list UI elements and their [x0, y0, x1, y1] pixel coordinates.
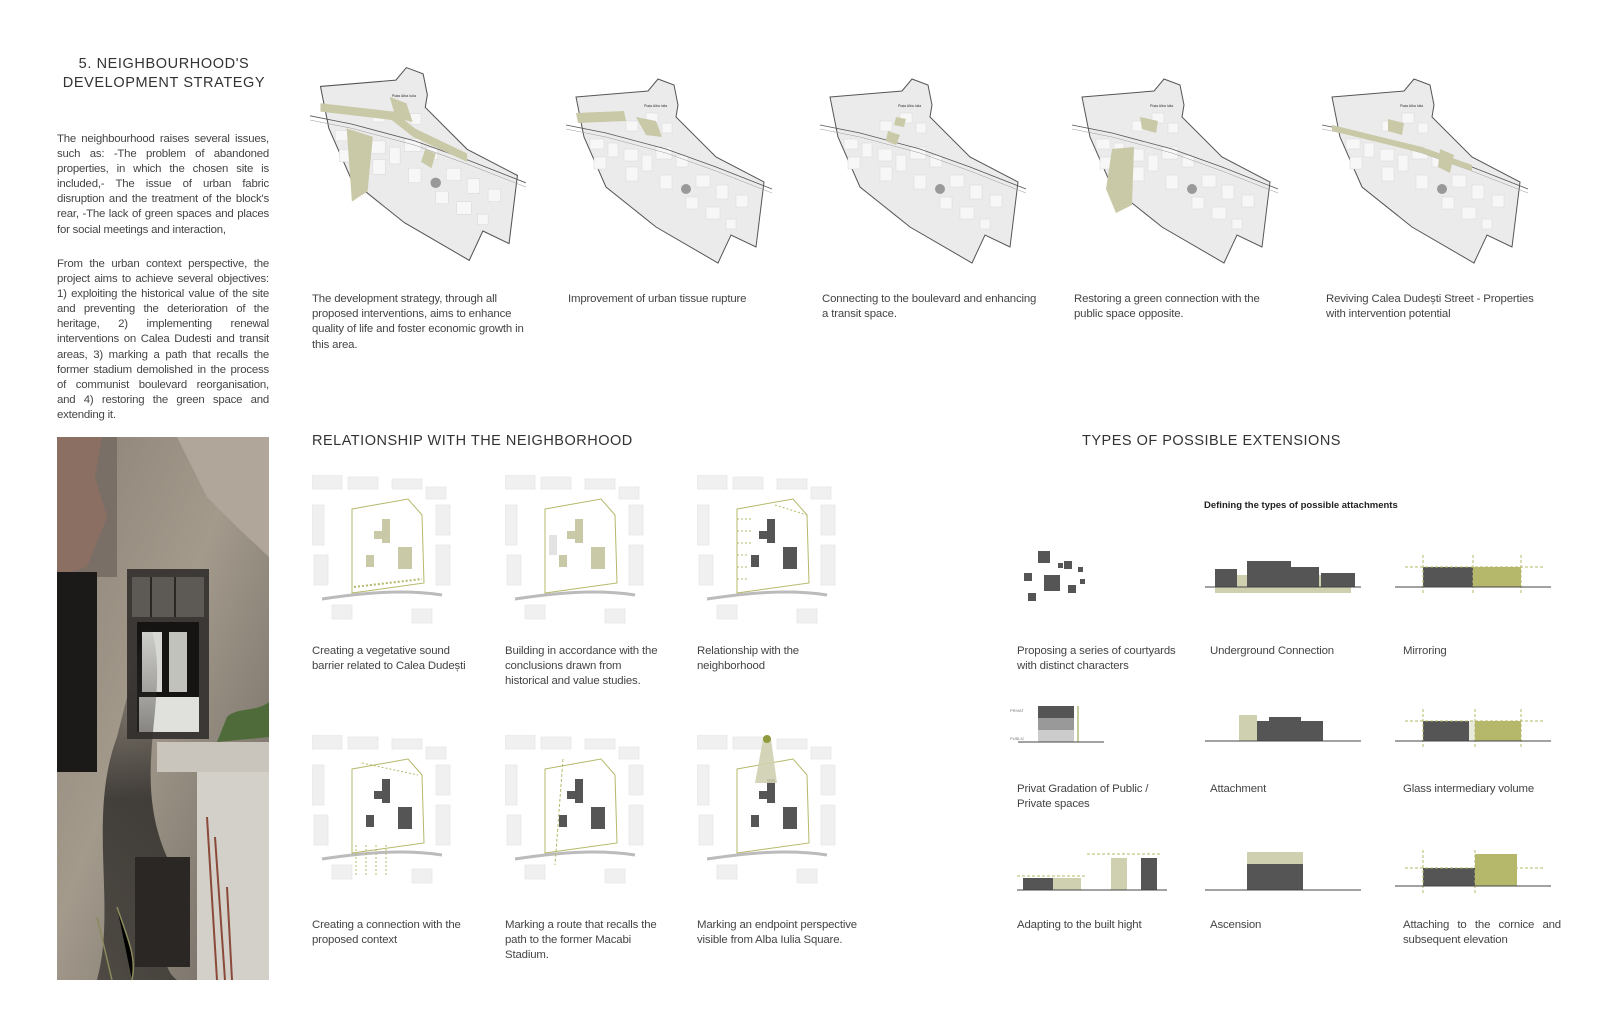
extension-attachment: [1205, 705, 1361, 755]
relationship-caption-5: Marking a route that recalls the path to the former Macabi Stadium.: [505, 919, 657, 962]
strategy-caption-3: Connecting to the boulevard and enhancing a transit space.: [822, 293, 1037, 321]
intro-paragraph-2: From the urban context perspective, the project aims to achieve several objectives: 1) exploiting the historical value of the site and preventing the deterioration of the heritage, 2) implementing renewal interventions on Calea Dudesti and transit areas, 3) marking a path that recalls the former stadium demolished in the process of communist boulevard reorganisation, and 4) restoring the green space and extending it.: [57, 258, 269, 421]
strategy-map-3: [820, 77, 1030, 267]
strategy-map-4: [1072, 77, 1282, 267]
site-photo: [57, 437, 269, 980]
extension-caption-5: Attachment: [1210, 783, 1267, 795]
extension-mirroring: [1395, 555, 1551, 605]
relationship-caption-4: Creating a connection with the proposed context: [312, 919, 461, 947]
extension-built-height: [1017, 850, 1167, 900]
extension-caption-3: Mirroring: [1403, 645, 1447, 657]
strategy-map-1: [310, 65, 530, 265]
extension-caption-7: Adapting to the built hight: [1017, 919, 1142, 931]
extension-courtyards: [1020, 545, 1100, 605]
relationship-caption-2: Building in accordance with the conclusions drawn from historical and value studies.: [505, 645, 658, 688]
relationship-caption-6: Marking an endpoint perspective visible from Alba Iulia Square.: [697, 919, 857, 947]
extensions-subheading: Defining the types of possible attachments: [1204, 500, 1398, 511]
strategy-map-2: [566, 77, 776, 267]
strategy-caption-2: Improvement of urban tissue rupture: [568, 293, 747, 305]
extension-caption-6: Glass intermediary volume: [1403, 783, 1535, 795]
strategy-caption-4: Restoring a green connection with the public space opposite.: [1074, 293, 1260, 321]
intro-paragraph-1: The neighbourhood raises several issues, such as: -The problem of abandoned properties, in which the chosen site is included,- The issue of urban fabric disruption and the treatment of the block's rear, -The lack of green spaces and places for social meetings and interaction,: [57, 133, 269, 236]
extension-ascension: [1205, 850, 1361, 900]
extension-gradation: [1008, 700, 1108, 750]
extension-caption-4: Privat Gradation of Public / Private spaces: [1017, 783, 1149, 811]
extension-caption-8: Ascension: [1210, 919, 1262, 931]
relationship-diagram-1: [312, 475, 452, 625]
extension-glass-volume: [1395, 705, 1551, 755]
relationship-heading: RELATIONSHIP WITH THE NEIGHBORHOOD: [312, 433, 633, 449]
relationship-caption-1: Creating a vegetative sound barrier related to Calea Dudești: [312, 645, 466, 673]
strategy-caption-1: The development strategy, through all proposed interventions, aims to enhance quality of life and foster economic growth in this area.: [312, 293, 524, 351]
title-line-1: 5. NEIGHBOURHOOD'S: [78, 56, 250, 72]
relationship-diagram-4: [312, 735, 452, 885]
extensions-heading: TYPES OF POSSIBLE EXTENSIONS: [1082, 433, 1341, 449]
gradation-label-privat: PRIVAT: [1010, 708, 1024, 713]
extension-cornice-elevation: [1395, 850, 1551, 900]
strategy-caption-5: Reviving Calea Dudești Street - Properties with intervention potential: [1326, 293, 1534, 321]
page-title: [58, 55, 270, 93]
extension-underground: [1205, 555, 1361, 605]
extension-caption-9: Attaching to the cornice and subsequent elevation: [1403, 919, 1561, 947]
strategy-map-5: [1322, 77, 1532, 267]
relationship-diagram-2: [505, 475, 645, 625]
gradation-label-public: PUBLIC: [1010, 736, 1025, 741]
extension-caption-2: Underground Connection: [1210, 645, 1334, 657]
relationship-diagram-5: [505, 735, 645, 885]
extension-caption-1: Proposing a series of courtyards with distinct characters: [1017, 645, 1176, 673]
relationship-diagram-3: [697, 475, 837, 625]
relationship-caption-3: Relationship with the neighborhood: [697, 645, 799, 673]
title-line-2: DEVELOPMENT STRATEGY: [62, 75, 266, 91]
relationship-diagram-6: [697, 735, 837, 885]
